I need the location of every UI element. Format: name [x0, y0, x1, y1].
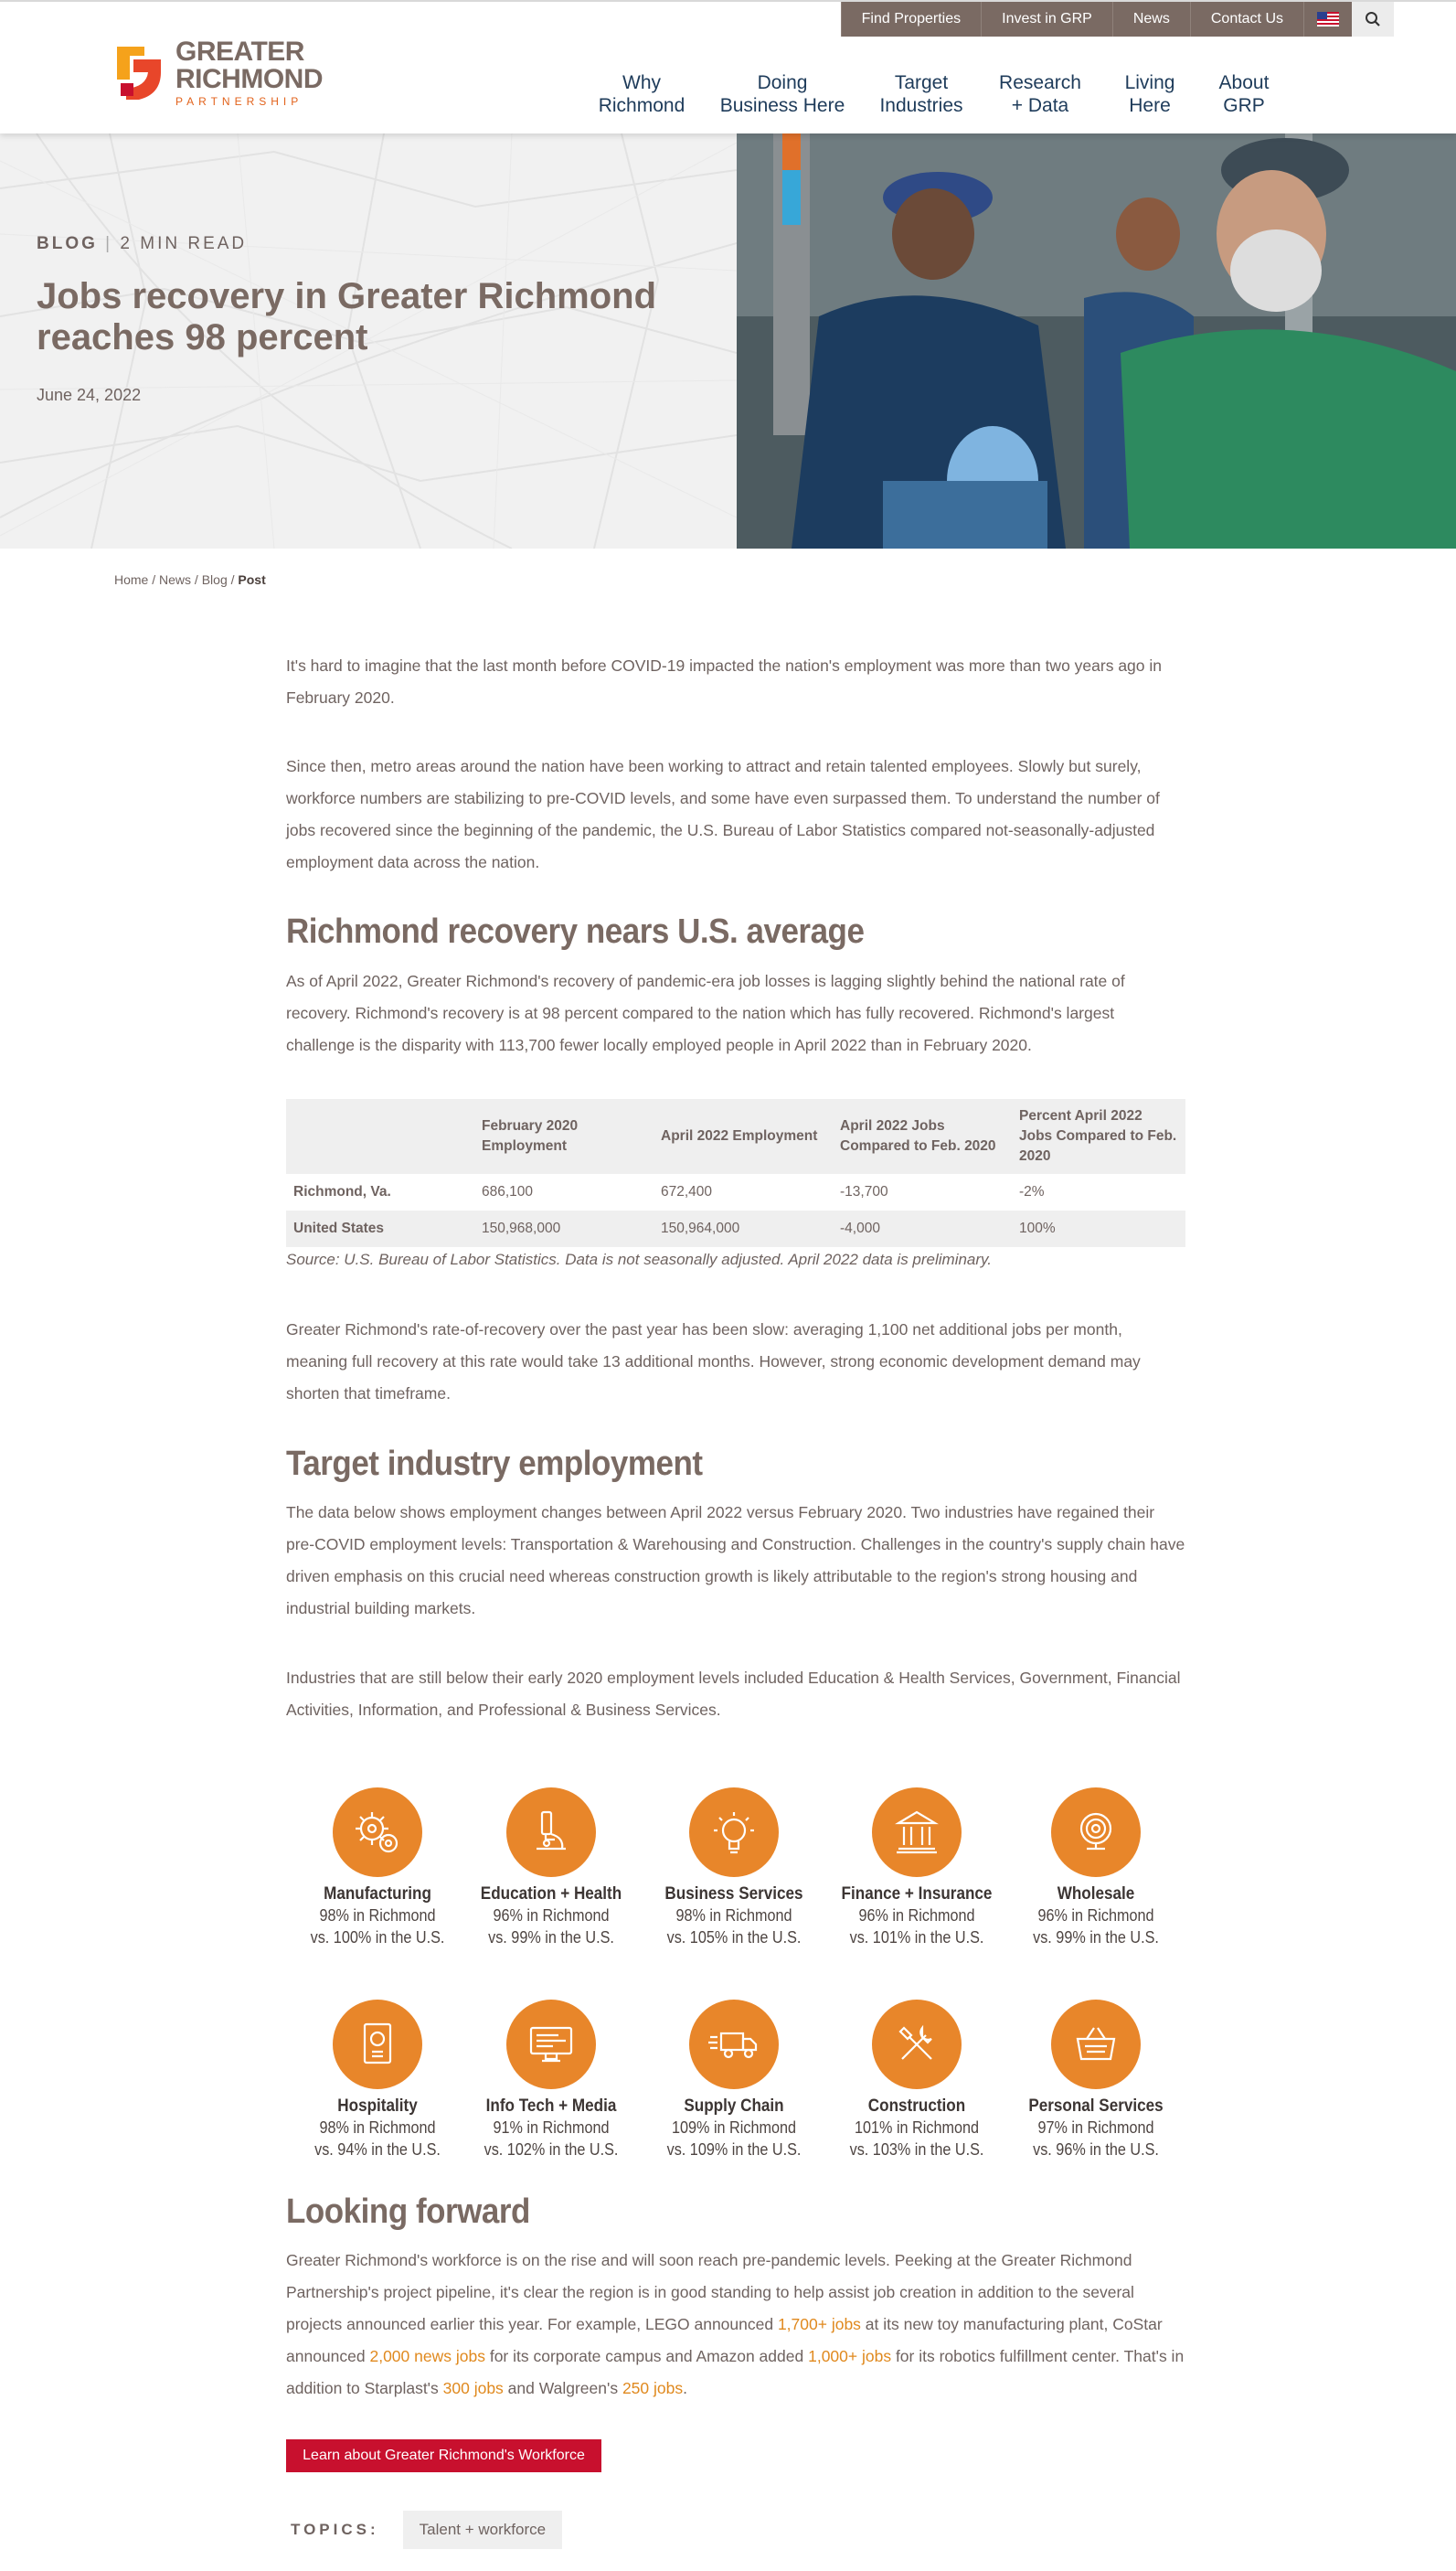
industry-name: Education + Health — [480, 1884, 622, 1904]
section-heading-target-industry: Target industry employment — [286, 1445, 703, 1483]
table-source-note: Source: U.S. Bureau of Labor Statistics. Data is not seasonally adjusted. April 2022 data is preliminary. — [286, 1251, 993, 1268]
industry-item-education-health — [464, 1787, 638, 1948]
article-paragraph-1: It's hard to imagine that the last month before COVID-19 impacted the nation's employment was more than two years ago in February 2020. — [286, 656, 1163, 707]
page-title: Jobs recovery in Greater Richmond reaches 98 percent — [37, 276, 657, 357]
industry-item-manufacturing — [291, 1787, 464, 1948]
table-header-cell: April 2022 Jobs Compared to Feb. 2020 — [833, 1099, 1012, 1174]
industry-name: Manufacturing — [324, 1884, 431, 1904]
globe-icon — [1051, 1787, 1141, 1877]
industry-us-value: vs. 94% in the U.S. — [314, 2140, 441, 2159]
table-header-cell: Percent April 2022 Jobs Compared to Feb. 2020 — [1012, 1099, 1185, 1174]
table-cell: -4,000 — [833, 1211, 1012, 1247]
nav-about-grp[interactable]: About GRP — [1218, 72, 1270, 116]
workforce-cta-button[interactable]: Learn about Greater Richmond's Workforce — [286, 2439, 601, 2472]
breadcrumb-home[interactable]: Home — [114, 572, 149, 587]
industry-name: Wholesale — [1057, 1884, 1135, 1904]
lightbulb-icon — [689, 1787, 779, 1877]
table-cell: United States — [286, 1211, 474, 1247]
industry-richmond-value: 96% in Richmond — [493, 1906, 610, 1925]
site-header — [0, 0, 1456, 133]
hero-photo — [737, 133, 1456, 549]
table-cell: 100% — [1012, 1211, 1185, 1247]
breadcrumb-blog[interactable]: Blog — [201, 572, 228, 587]
table-header-cell: April 2022 Employment — [654, 1099, 833, 1174]
industry-us-value: vs. 105% in the U.S. — [666, 1928, 802, 1947]
table-cell: 150,968,000 — [474, 1211, 654, 1247]
computer-icon — [506, 2000, 596, 2089]
basket-icon — [1051, 2000, 1141, 2089]
table-row — [286, 1211, 1185, 1247]
grp-logo[interactable] — [113, 38, 323, 107]
industry-us-value: vs. 99% in the U.S. — [1033, 1928, 1159, 1947]
link-lego-jobs[interactable]: 1,700+ jobs — [777, 2315, 861, 2333]
utility-nav — [841, 2, 1394, 37]
passport-icon — [333, 2000, 422, 2089]
article-paragraph-2: Since then, metro areas around the nation have been working to attract and retain talented employees. Slowly but surely, workforce numbers are stabilizing to pre-COVID levels, and some have even surpassed them. To understand the number of jobs recovered since the beginning of the pandemic, the U.S. Bureau of Labor Statistics compared not-seasonally-adjusted employment data across the nation. — [286, 757, 1160, 871]
logo-line-richmond: RICHMOND — [175, 64, 323, 94]
post-kicker: BLOG | 2 MIN READ — [37, 234, 248, 253]
industry-richmond-value: 98% in Richmond — [319, 2118, 436, 2137]
industry-richmond-value: 91% in Richmond — [493, 2118, 610, 2137]
industry-name: Personal Services — [1028, 2096, 1164, 2116]
link-walgreens-jobs[interactable]: 250 jobs — [622, 2379, 684, 2397]
main-nav — [585, 71, 1285, 117]
article-paragraph-4: Greater Richmond's rate-of-recovery over the past year has been slow: averaging 1,100 net additional jobs per month, meaning full recovery at this rate would take 13 additional months. However, strong economic development demand may shorten that timeframe. — [286, 1320, 1141, 1403]
article-paragraph-5: The data below shows employment changes between April 2022 versus February 2020. Two industries have regained their pre-COVID employment levels: Transportation & Warehousing and Construction. Challenges in the country's supply chain have driven emphasis on this crucial need whereas construction growth is likely attributable to the region's strong housing and industrial building markets. — [286, 1503, 1185, 1617]
microscope-icon — [506, 1787, 596, 1877]
link-costar-jobs[interactable]: 2,000 news jobs — [369, 2347, 485, 2365]
table-cell: 150,964,000 — [654, 1211, 833, 1247]
table-cell: Richmond, Va. — [293, 1184, 391, 1200]
employment-table — [286, 1099, 1185, 1247]
industry-item-finance-insurance — [830, 1787, 1004, 1948]
table-header-cell — [286, 1099, 474, 1174]
utility-link-news[interactable]: News — [1112, 2, 1190, 37]
utility-link-find-properties[interactable]: Find Properties — [841, 2, 982, 37]
article-paragraph-6: Industries that are still below their early 2020 employment levels included Education & Health Services, Government, Financial Activities, Information, and Professional & Business Services. — [286, 1669, 1181, 1719]
industry-us-value: vs. 109% in the U.S. — [666, 2140, 802, 2159]
industry-richmond-value: 109% in Richmond — [672, 2118, 796, 2137]
breadcrumb: Home / News / Blog / Post — [114, 572, 266, 587]
table-cell: 686,100 — [482, 1184, 534, 1200]
logo-line-partnership: PARTNERSHIP — [175, 95, 303, 108]
industry-richmond-value: 96% in Richmond — [858, 1906, 975, 1925]
utility-link-invest[interactable]: Invest in GRP — [981, 2, 1112, 37]
industry-richmond-value: 101% in Richmond — [855, 2118, 979, 2137]
industry-name: Hospitality — [337, 2096, 418, 2116]
topics-label: TOPICS: — [291, 2521, 379, 2538]
table-cell: -13,700 — [840, 1184, 888, 1200]
nav-why-richmond[interactable]: Why Richmond — [598, 72, 685, 116]
industry-name: Supply Chain — [684, 2096, 784, 2116]
link-starplast-jobs[interactable]: 300 jobs — [442, 2379, 504, 2397]
industry-name: Construction — [867, 2096, 966, 2116]
industry-item-info-tech-media — [464, 2000, 638, 2160]
industry-richmond-value: 98% in Richmond — [319, 1906, 436, 1925]
table-cell: -2% — [1019, 1184, 1045, 1200]
industry-us-value: vs. 100% in the U.S. — [310, 1928, 445, 1947]
us-flag-icon[interactable] — [1303, 2, 1352, 37]
search-icon[interactable] — [1352, 2, 1394, 37]
logo-line-greater: GREATER — [175, 37, 304, 67]
industry-us-value: vs. 103% in the U.S. — [849, 2140, 984, 2159]
industry-us-value: vs. 102% in the U.S. — [484, 2140, 619, 2159]
industry-us-value: vs. 101% in the U.S. — [849, 1928, 984, 1947]
industry-item-supply-chain — [647, 2000, 821, 2160]
industry-item-business-services — [647, 1787, 821, 1948]
industry-us-value: vs. 99% in the U.S. — [488, 1928, 614, 1947]
industry-richmond-value: 96% in Richmond — [1037, 1906, 1154, 1925]
industry-name: Business Services — [664, 1884, 803, 1904]
hero — [0, 133, 1456, 549]
nav-target-industries[interactable]: Target Industries — [879, 72, 963, 116]
section-heading-looking-forward: Looking forward — [286, 2192, 530, 2231]
link-amazon-jobs[interactable]: 1,000+ jobs — [808, 2347, 892, 2365]
article-paragraph-7: Greater Richmond's workforce is on the rise and will soon reach pre-pandemic levels. Peeking at the Greater Richmond Partnership's project pipeline, it's clear the region is in good standing to help assist job creation in addition to the several projects announced earlier this year. For example, LEGO announced 1,700+ jobs at its new toy manufacturing plant, CoStar announced 2,000 news jobs for its corporate campus and Amazon added 1,000+ jobs for its robotics fulfillment center. That's in addition to Starplast's 300 jobs and Walgreen's 250 jobs. — [286, 2251, 1185, 2397]
grp-logo-mark-icon — [113, 43, 168, 103]
article-paragraph-3: As of April 2022, Greater Richmond's recovery of pandemic-era job losses is lagging slightly behind the national rate of recovery. Richmond's recovery is at 98 percent compared to the nation which has fully recovered. Richmond's largest challenge is the disparity with 113,700 fewer locally employed people in April 2022 than in February 2020. — [286, 972, 1125, 1054]
nav-living-here[interactable]: Living Here — [1124, 72, 1175, 116]
table-header-row — [286, 1099, 1185, 1174]
nav-research-data[interactable]: Research + Data — [999, 72, 1081, 116]
hero-text-panel — [0, 133, 737, 549]
industry-item-hospitality — [291, 2000, 464, 2160]
industry-name: Finance + Insurance — [841, 1884, 993, 1904]
topic-tag[interactable]: Talent + workforce — [403, 2511, 562, 2549]
industry-richmond-value: 97% in Richmond — [1037, 2118, 1154, 2137]
industry-us-value: vs. 96% in the U.S. — [1033, 2140, 1159, 2159]
tools-icon — [872, 2000, 962, 2089]
table-header-cell: February 2020 Employment — [474, 1099, 654, 1174]
section-heading-recovery: Richmond recovery nears U.S. average — [286, 912, 865, 951]
utility-link-contact[interactable]: Contact Us — [1190, 2, 1303, 37]
breadcrumb-news[interactable]: News — [159, 572, 192, 587]
industry-richmond-value: 98% in Richmond — [675, 1906, 792, 1925]
truck-icon — [689, 2000, 779, 2089]
industry-item-wholesale — [1009, 1787, 1183, 1948]
industry-name: Info Tech + Media — [485, 2096, 617, 2116]
nav-doing-business[interactable]: Doing Business Here — [719, 72, 845, 116]
post-date: June 24, 2022 — [37, 386, 142, 404]
topics-row — [291, 2511, 562, 2549]
industry-item-personal-services — [1009, 2000, 1183, 2160]
bank-icon — [872, 1787, 962, 1877]
breadcrumb-current: Post — [238, 572, 266, 587]
gears-icon — [333, 1787, 422, 1877]
table-row — [286, 1174, 1185, 1211]
table-cell: 672,400 — [661, 1184, 713, 1200]
industry-item-construction — [830, 2000, 1004, 2160]
